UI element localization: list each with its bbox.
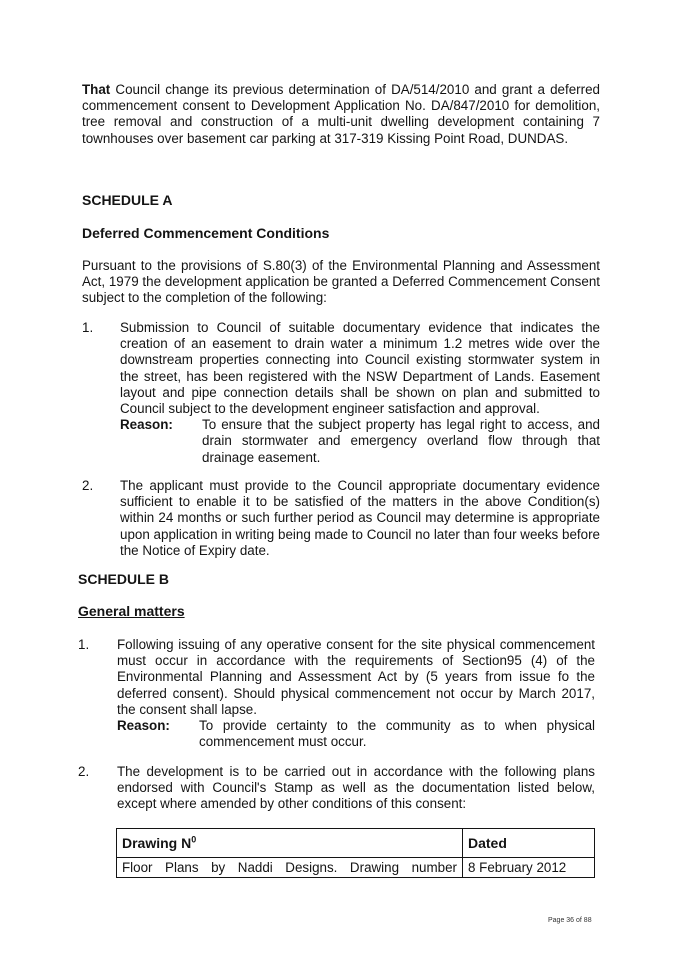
resolution-paragraph	[82, 82, 600, 147]
schedule-b-item-1-reason	[117, 718, 595, 750]
dated-cell: 8 February 2012	[463, 858, 595, 878]
page-number: Page 36 of 88	[548, 917, 592, 924]
schedule-a-item-1-reason	[120, 417, 600, 466]
drawing-cell: Floor Plans by Naddi Designs. Drawing number	[117, 858, 463, 878]
schedule-a-intro: Pursuant to the provisions of S.80(3) of the Environmental Planning and Assessment Act, 1979 the development application be granted a Deferred Commencement Consent subject to the completion of the following:	[82, 258, 600, 306]
resolution-lead: That	[82, 82, 111, 97]
schedule-a-item-1	[120, 320, 600, 466]
schedule-b-item-1-text: Following issuing of any operative consent for the site physical commencement must occur in accordance with the requirements of Section95 (4) of the Environmental Planning and Assessment Act by (5 years from issue fo the deferred consent). Should physical commencement not occur by March 2017, the consent shall lapse.	[117, 637, 595, 717]
drawing-number-header-label: Drawing N	[122, 835, 192, 851]
schedule-a-item-2-number: 2.	[82, 478, 94, 493]
table-row	[117, 858, 595, 878]
reason-text: To ensure that the subject property has legal right to access, and drain stormwater and emergency overland flow through that drainage easement.	[202, 417, 600, 465]
schedule-a-item-1-number: 1.	[82, 320, 94, 335]
schedule-b-item-2-text: The development is to be carried out in accordance with the following plans endorsed with Council's Stamp as well as the documentation listed below, except where amended by other conditions of this consent:	[117, 764, 595, 812]
plans-table	[116, 828, 595, 878]
schedule-a-subheading: Deferred Commencement Conditions	[82, 225, 330, 241]
drawing-number-header-sup: 0	[191, 834, 197, 845]
reason-label: Reason:	[117, 718, 170, 734]
schedule-b-item-1	[117, 637, 595, 750]
schedule-b-heading: SCHEDULE B	[78, 571, 170, 587]
dated-header: Dated	[463, 829, 595, 858]
reason-text: To provide certainty to the community as to when physical commencement must occur.	[199, 718, 595, 750]
schedule-b-item-1-number: 1.	[78, 637, 90, 652]
resolution-text: Council change its previous determination of DA/514/2010 and grant a deferred commencement consent to Development Application No. DA/847/2010 for demolition, tree removal and construction of a multi-unit dwelling development containing 7 townhouses over basement car parking at 317-319 Kissing Point Road, DUNDAS.	[82, 82, 600, 146]
schedule-a-item-1-text: Submission to Council of suitable documentary evidence that indicates the creation of an easement to drain water a minimum 1.2 metres wide over the downstream properties connecting into Council existing stormwater system in the street, has been registered with the NSW Department of Lands. Easement layout and pipe connection details shall be shown on plan and submitted to Council subject to the development engineer satisfaction and approval.	[120, 320, 600, 417]
schedule-a-heading: SCHEDULE A	[82, 192, 173, 208]
drawing-number-header	[117, 829, 463, 858]
plans-table-header-row	[117, 829, 595, 858]
schedule-b-subheading: General matters	[78, 603, 185, 619]
schedule-b-item-2-number: 2.	[78, 764, 90, 779]
reason-label: Reason:	[120, 417, 173, 433]
schedule-a-item-2-text: The applicant must provide to the Council appropriate documentary evidence sufficient to enable it to be satisfied of the matters in the above Condition(s) within 24 months or such further period as Council may determine is appropriate upon application in writing being made to Council no later than four weeks before the Notice of Expiry date.	[120, 478, 600, 558]
